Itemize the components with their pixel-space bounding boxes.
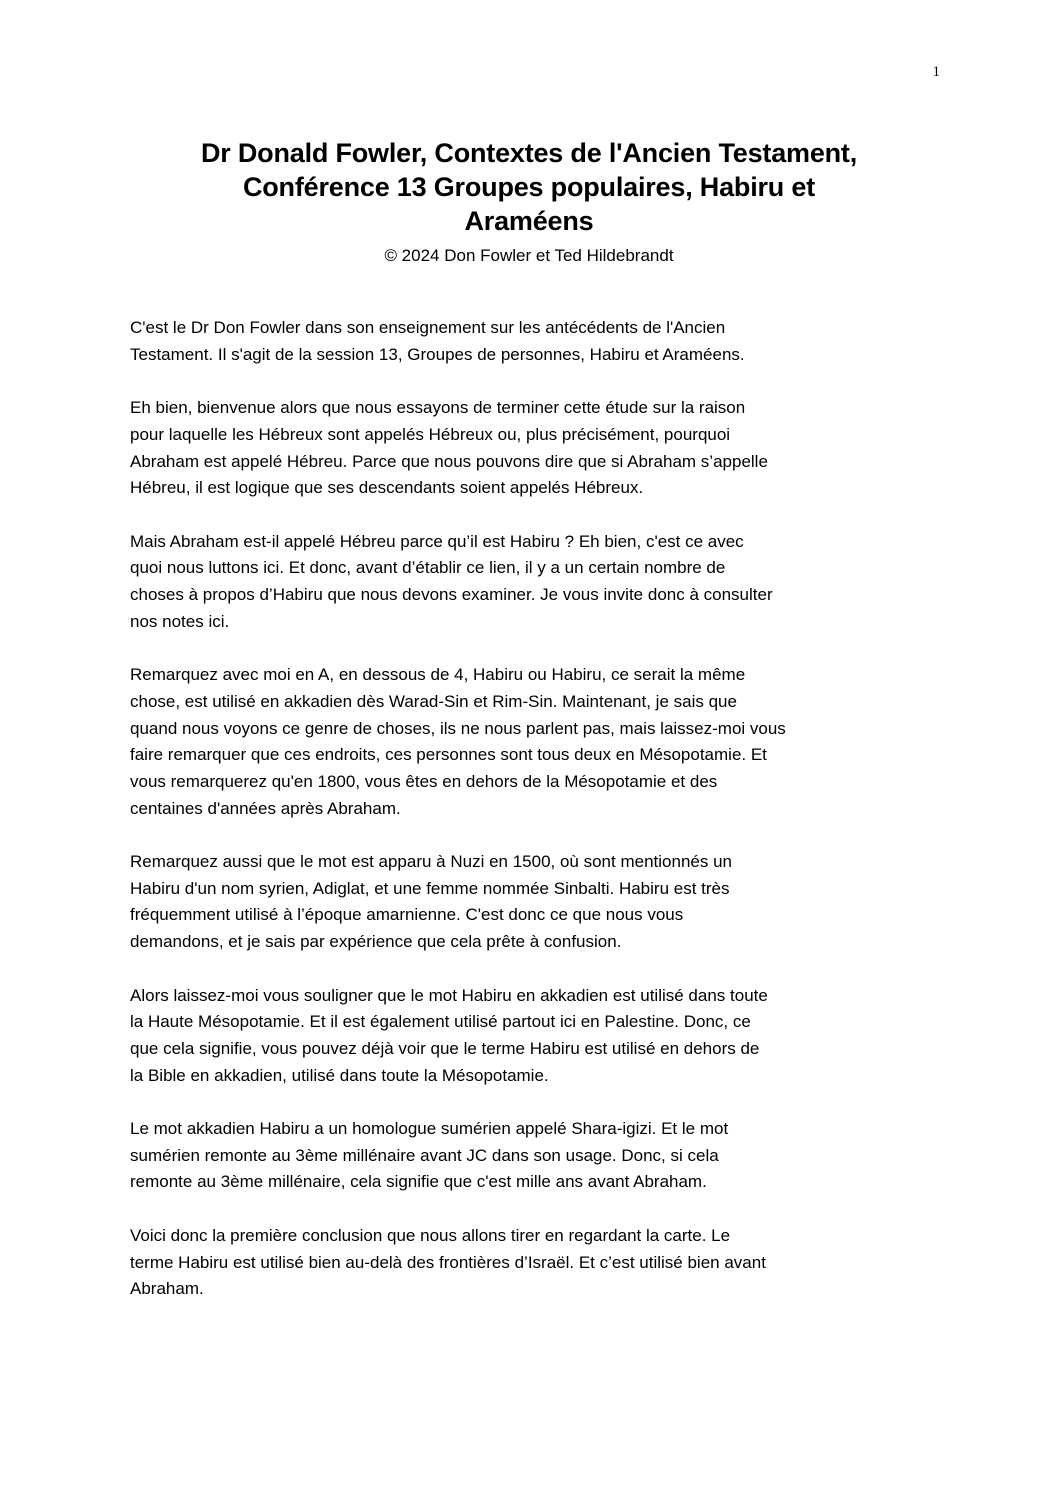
title-line: Dr Donald Fowler, Contextes de l'Ancien Testament, [200,138,858,168]
text-line: Abraham. [130,1279,204,1299]
text-line: Voici donc la première conclusion que nous allons tirer en regardant la carte. Le [130,1225,731,1245]
paragraph [130,662,930,822]
copyright-line: © 2024 Don Fowler et Ted Hildebrandt [384,246,674,265]
text-line: Le mot akkadien Habiru a un homologue sumérien appelé Shara-igizi. Et le mot [130,1119,729,1138]
text-line: remonte au 3ème millénaire, cela signifie que c'est mille ans avant Abraham. [130,1172,707,1192]
text-line: vous remarquerez qu'en 1800, vous êtes en dehors de la Mésopotamie et des [130,771,718,791]
text-line: Mais Abraham est-il appelé Hébreu parce qu’il est Habiru ? Eh bien, c'est ce avec [130,531,744,551]
page-number: 1 [932,64,940,80]
text-line: Hébreu, il est logique que ses descendants soient appelés Hébreux. [130,478,644,498]
text-line: la Bible en akkadien, utilisé dans toute la Mésopotamie. [130,1065,549,1085]
paragraph [130,983,930,1090]
text-line: Remarquez avec moi en A, en dessous de 4, Habiru ou Habiru, ce serait la même [130,665,746,685]
text-line: faire remarquer que ces endroits, ces personnes sont tous deux en Mésopotamie. Et [130,745,767,765]
text-line: Abraham est appelé Hébreu. Parce que nous pouvons dire que si Abraham s’appelle [130,451,768,471]
text-line: Remarquez aussi que le mot est apparu à Nuzi en 1500, où sont mentionnés un [130,852,732,871]
text-line: Alors laissez-moi vous souligner que le mot Habiru en akkadien est utilisé dans toute [130,985,768,1005]
text-line: quoi nous luttons ici. Et donc, avant d’établir ce lien, il y a un certain nombre de [130,558,726,578]
paragraph [130,315,930,368]
text-line: fréquemment utilisé à l’époque amarnienne. C'est donc ce que nous vous [130,905,684,925]
text-line: terme Habiru est utilisé bien au-delà des frontières d’Israël. Et c’est utilisé bien avant [130,1252,766,1272]
text-line: Eh bien, bienvenue alors que nous essayons de terminer cette étude sur la raison [130,398,746,418]
document-title [120,136,938,238]
text-line: Testament. Il s'agit de la session 13, Groupes de personnes, Habiru et Araméens. [130,344,745,364]
text-line: Habiru d'un nom syrien, Adiglat, et une femme nommée Sinbalti. Habiru est très [130,878,730,898]
text-line: que cela signifie, vous pouvez déjà voir que le terme Habiru est utilisé en dehors de [130,1038,760,1058]
paragraph [130,1116,930,1196]
text-line: demandons, et je sais par expérience que cela prête à confusion. [130,932,622,952]
text-line: chose, est utilisé en akkadien dès Warad-Sin et Rim-Sin. Maintenant, je sais que [130,691,737,711]
paragraph [130,1223,930,1303]
paragraph [130,529,930,636]
text-line: nos notes ici. [130,611,230,631]
text-line: quand nous voyons ce genre de choses, ils ne nous parlent pas, mais laissez-moi vous [130,718,786,738]
body-text [130,315,930,1330]
text-line: centaines d'années après Abraham. [130,798,401,818]
text-line: sumérien remonte au 3ème millénaire avant JC dans son usage. Donc, si cela [130,1145,719,1165]
text-line: la Haute Mésopotamie. Et il est également utilisé partout ici en Palestine. Donc, ce [130,1012,751,1032]
title-line: Araméens [464,206,594,236]
paragraph [130,849,930,956]
text-line: pour laquelle les Hébreux sont appelés Hébreux ou, plus précisément, pourquoi [130,424,731,444]
paragraph [130,395,930,502]
title-line: Conférence 13 Groupes populaires, Habiru et [242,172,816,202]
text-line: choses à propos d’Habiru que nous devons examiner. Je vous invite donc à consulter [130,585,773,604]
text-line: C'est le Dr Don Fowler dans son enseignement sur les antécédents de l'Ancien [130,318,726,337]
